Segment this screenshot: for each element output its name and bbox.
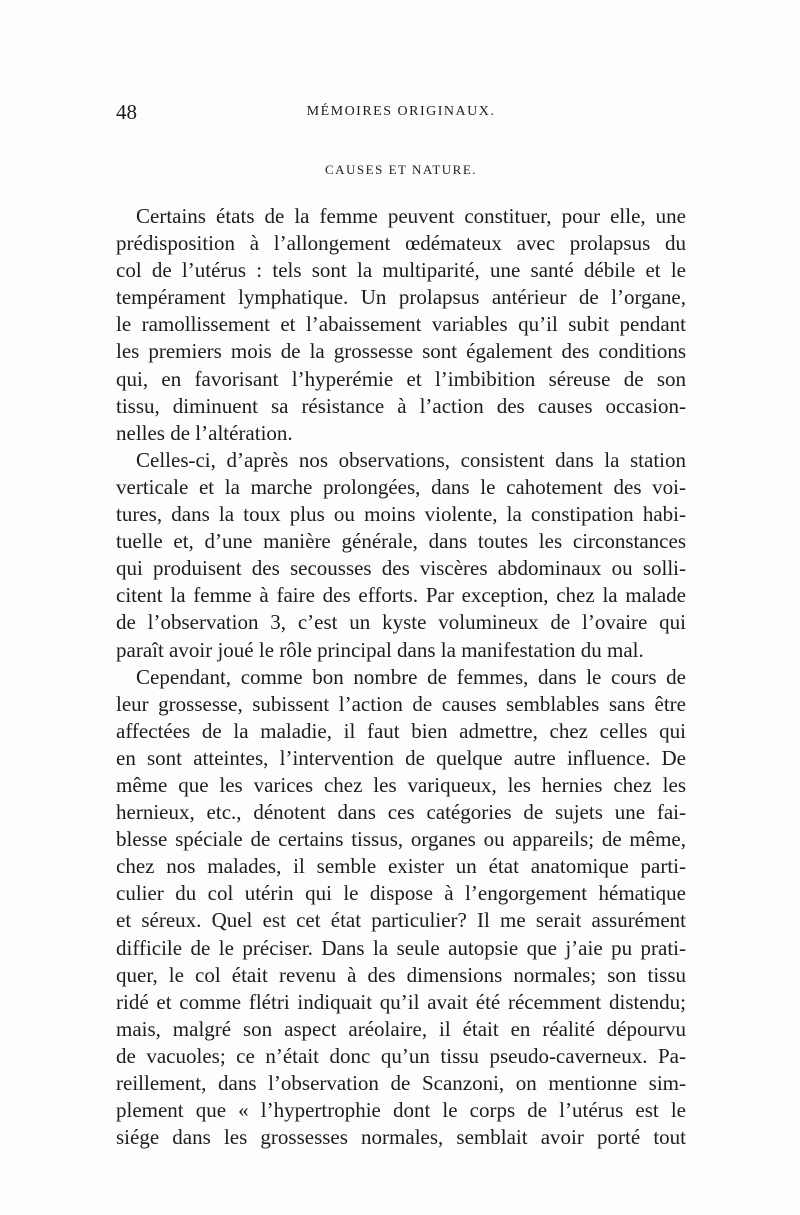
text-line: leur grossesse, subissent l’action de causes semblables sans être [116, 691, 686, 716]
text-line: tempérament lymphatique. Un prolapsus antérieur de l’organe, [116, 285, 686, 310]
text-line: culier du col utérin qui le dispose à l’engorgement hématique [116, 881, 686, 906]
text-line: les premiers mois de la grossesse sont également des conditions [116, 339, 686, 364]
text-line: ridé et comme flétri indiquait qu’il avait été récemment distendu; [116, 989, 686, 1014]
text-line: Celles-ci, d’après nos observations, consistent dans la station [136, 447, 686, 472]
text-line: qui, en favorisant l’hyperémie et l’imbibition séreuse de son [116, 366, 686, 391]
text-line: en sont atteintes, l’intervention de quelque autre influence. De [116, 745, 686, 770]
text-line: paraît avoir joué le rôle principal dans la manifestation du mal. [116, 637, 644, 662]
text-line: blesse spéciale de certains tissus, organes ou appareils; de même, [116, 827, 686, 852]
running-title: MÉMOIRES ORIGINAUX. [306, 104, 496, 119]
text-line: reillement, dans l’observation de Scanzoni, on mentionne sim- [116, 1071, 686, 1095]
text-line: et séreux. Quel est cet état particulier? Il me serait assurément [116, 908, 686, 933]
paragraph [116, 664, 686, 1152]
text-line: de l’observation 3, c’est un kyste volumineux de l’ovaire qui [116, 610, 686, 635]
text-line: qui produisent des secousses des viscères abdominaux ou solli- [116, 556, 686, 581]
text-line: difficile de le préciser. Dans la seule autopsie que j’aie pu prati- [116, 935, 686, 960]
text-line: tuelle et, d’une manière générale, dans toutes les circonstances [116, 529, 686, 554]
text-line: mais, malgré son aspect aréolaire, il était en réalité dépourvu [116, 1016, 686, 1041]
text-line: tissu, diminuent sa résistance à l’action des causes occasion- [116, 393, 686, 418]
body-text [116, 203, 686, 1151]
page-number: 48 [116, 100, 137, 124]
text-line: siége dans les grossesses normales, semblait avoir porté tout [116, 1125, 686, 1150]
text-line: même que les varices chez les variqueux, les hernies chez les [116, 772, 686, 797]
paragraph [116, 203, 686, 447]
text-line: quer, le col était revenu à des dimensions normales; son tissu [116, 962, 686, 987]
text-line: Certains états de la femme peuvent constituer, pour elle, une [136, 204, 686, 228]
text-line: plement que « l’hypertrophie dont le corps de l’utérus est le [116, 1098, 686, 1123]
text-line: tures, dans la toux plus ou moins violente, la constipation habi- [116, 502, 686, 527]
section-heading: CAUSES ET NATURE. [324, 162, 478, 177]
running-head [116, 100, 686, 124]
text-line: affectées de la maladie, il faut bien admettre, chez celles qui [116, 718, 686, 743]
text-line: verticale et la marche prolongées, dans le cahotement des voi- [116, 474, 686, 499]
text-line: col de l’utérus : tels sont la multiparité, une santé débile et le [116, 258, 686, 283]
text-line: le ramollissement et l’abaissement variables qu’il subit pendant [116, 312, 686, 337]
text-line: prédisposition à l’allongement œdémateux avec prolapsus du [116, 231, 686, 256]
text-line: hernieux, etc., dénotent dans ces catégories de sujets une fai- [116, 800, 686, 825]
text-line: citent la femme à faire des efforts. Par exception, chez la malade [116, 583, 686, 608]
text-line: chez nos malades, il semble exister un état anatomique parti- [116, 854, 686, 879]
text-line: nelles de l’altération. [116, 420, 293, 445]
text-line: de vacuoles; ce n’était donc qu’un tissu pseudo-caverneux. Pa- [116, 1043, 686, 1068]
paragraph [116, 447, 686, 664]
text-line: Cependant, comme bon nombre de femmes, dans le cours de [136, 664, 686, 689]
